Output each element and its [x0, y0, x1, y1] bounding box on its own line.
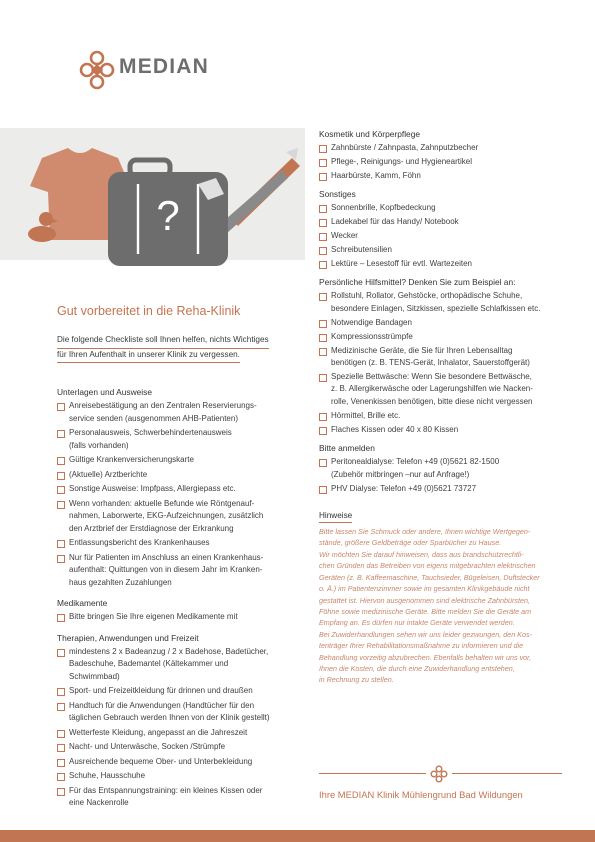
checklist — [319, 456, 569, 495]
checklist-section — [57, 632, 295, 810]
checklist-item-text: Für das Entspannungstraining: ein kleines Kissen oder — [69, 785, 263, 795]
checklist-item-text: Pflege-, Reinigungs- und Hygieneartikel — [331, 156, 472, 166]
checklist-item-text: aufenthalt: Quittungen von in diesem Jahr im Kranken- — [69, 565, 263, 575]
notes-line: Föhne sowie medizinische Geräte. Bitte melden Sie die Geräte am — [319, 606, 532, 616]
checklist-item[interactable] — [57, 400, 295, 425]
left-checklist — [57, 386, 295, 810]
right-checklist — [319, 128, 569, 495]
checklist-item[interactable] — [319, 456, 569, 481]
checklist-item[interactable] — [319, 331, 569, 344]
median-logo-icon — [79, 50, 115, 90]
checklist-item[interactable] — [319, 142, 569, 155]
checklist-item[interactable] — [319, 170, 569, 183]
checklist-item-text: z. B. Allergikerwäsche oder Lagerungshilfen wie Nacken- — [331, 384, 533, 394]
checklist-item-text: Wecker — [331, 231, 358, 241]
notes-line: Bitte lassen Sie Schmuck oder andere, Ihnen wichtige Wertgegen- — [319, 527, 531, 537]
checklist — [57, 400, 295, 589]
checklist-item[interactable] — [57, 741, 295, 754]
checklist-item-text: (Zubehör mitbringen –nur auf Anfrage!) — [331, 469, 470, 479]
checklist-item-text: Medizinische Geräte, die Sie für Ihren Lebensalltag — [331, 345, 513, 355]
checklist-item[interactable] — [319, 424, 569, 437]
checklist-item-text: Badeschuhe, Bademantel (Kältekammer und — [69, 659, 229, 669]
checklist-item-text: Schuhe, Hausschuhe — [69, 771, 146, 781]
page-title: Gut vorbereitet in die Reha-Klinik — [57, 304, 241, 318]
checklist-item[interactable] — [57, 611, 295, 624]
checklist-item[interactable] — [319, 290, 569, 315]
checklist-item-text: Bitte bringen Sie Ihre eigenen Medikamente mit — [69, 612, 238, 622]
checklist — [319, 142, 569, 182]
checklist-item[interactable] — [57, 756, 295, 769]
checklist-item-text: Wenn vorhanden: aktuelle Befunde wie Röntgenauf- — [69, 498, 255, 508]
checklist-item-text: Ausreichende bequeme Ober- und Unterbekleidung — [69, 756, 253, 766]
footer-divider — [452, 773, 562, 774]
luggage-illustration — [20, 118, 310, 268]
notes-line: stände, größere Geldbeträge oder Sparbücher zu Hause. — [319, 538, 502, 548]
checklist-item[interactable] — [57, 785, 295, 810]
checklist-item-text: Hörmittel, Brille etc. — [331, 410, 401, 420]
pens-icon — [218, 148, 300, 234]
checklist-item-text: täglichen Gebrauch werden Ihnen von der Klinik gestellt) — [69, 713, 270, 723]
checklist-item-text: Sonstige Ausweise: Impfpass, Allergiepass etc. — [69, 484, 236, 494]
checklist-section — [57, 386, 295, 589]
checklist-item-text: den Arztbrief der Erstdiagnose der Erkrankung — [69, 523, 234, 533]
checklist-item-text: benötigen (z. B. TENS-Gerät, Inhalator, Sauerstoffgerät) — [331, 358, 530, 368]
brand-name: MEDIAN — [119, 55, 210, 78]
checklist — [319, 290, 569, 436]
checklist — [319, 202, 569, 270]
checklist-item-text: rolle, Venenkissen benötigen, bitte diese nicht vergessen — [331, 396, 533, 406]
notes-line: Wir möchten Sie darauf hinweisen, dass aus brandschutzrechtli- — [319, 549, 524, 559]
checklist-item-text: PHV Dialyse: Telefon +49 (0)5621 73727 — [331, 483, 477, 493]
checklist-item[interactable] — [319, 483, 569, 496]
section-heading: Unterlagen und Ausweise — [57, 387, 152, 398]
checklist-item-text: Entlassungsbericht des Krankenhauses — [69, 538, 210, 548]
notes-heading: Hinweise — [319, 510, 352, 523]
checklist-item-text: (falls vorhanden) — [69, 440, 129, 450]
section-heading: Kosmetik und Körperpflege — [319, 129, 421, 139]
checklist-item[interactable] — [319, 371, 569, 409]
notes-line: chen Gründen das Betreiben von eigens mitgebrachten elektrischen — [319, 561, 536, 571]
checklist-item[interactable] — [57, 483, 295, 496]
checklist-item[interactable] — [57, 727, 295, 740]
checklist-item-text: Kompressionsstrümpfe — [331, 331, 413, 341]
notes-line: Ihnen die Kosten, die durch eine Zuwiderhandlung entstehen, — [319, 663, 515, 673]
checklist-item-text: Spezielle Bettwäsche: Wenn Sie besondere Bettwäsche, — [331, 371, 532, 381]
checklist-item[interactable] — [57, 646, 295, 684]
left-column — [57, 304, 295, 818]
checklist-item-text: Sport- und Freizeitkleidung für drinnen und draußen — [69, 686, 253, 696]
checklist-item-text: Flaches Kissen oder 40 x 80 Kissen — [331, 424, 459, 434]
suitcase-icon — [108, 160, 228, 266]
checklist-item[interactable] — [57, 552, 295, 590]
section-heading: Sonstiges — [319, 189, 356, 200]
notes-line: Behandlung vorzeitig abzubrechen. Ebenfalls behalten wir uns vor, — [319, 652, 532, 662]
checklist-item[interactable] — [57, 469, 295, 482]
checklist-item[interactable] — [57, 454, 295, 467]
checklist-item[interactable] — [319, 202, 569, 215]
checklist-item-text: nahmen, Laborwerte, EKG-Aufzeichnungen, zusätzlich — [69, 511, 264, 521]
intro-line: Die folgende Checkliste soll Ihnen helfen, nichts Wichtiges — [57, 334, 269, 349]
checklist-item-text: Haarbürste, Kamm, Föhn — [331, 170, 421, 180]
checklist-item[interactable] — [319, 156, 569, 169]
notes-line: tenträger Ihrer Rehabilitationsmaßnahme zu informieren und die — [319, 641, 524, 651]
checklist — [57, 611, 295, 624]
checklist-item-text: Schwimmbad) — [69, 671, 120, 681]
notes-line: Bei Zuwiderhandlungen sehen wir uns leider gezwungen, den Kos- — [319, 629, 532, 639]
checklist-item[interactable] — [57, 427, 295, 452]
checklist-item[interactable] — [319, 244, 569, 257]
checklist-item-text: Wetterfeste Kleidung, angepasst an die Jahreszeit — [69, 727, 248, 737]
checklist-item-text: eine Nackenrolle — [69, 798, 129, 808]
checklist-item[interactable] — [319, 230, 569, 243]
intro-line: für Ihren Aufenthalt in unserer Klinik zu vergessen. — [57, 349, 240, 364]
checklist-section — [319, 128, 569, 182]
footer-clinic-name: Ihre MEDIAN Klinik Mühlengrund Bad Wildungen — [319, 789, 523, 800]
checklist-item[interactable] — [319, 216, 569, 229]
median-logo — [79, 50, 279, 90]
checklist-item-text: Sonnenbrille, Kopfbedeckung — [331, 203, 436, 213]
checklist-item[interactable] — [57, 685, 295, 698]
checklist-item-text: besondere Einlagen, Sitzkissen, spezielle Schlafkissen etc. — [331, 303, 541, 313]
checklist-item-text: Peritonealdialyse: Telefon +49 (0)5621 82-1500 — [331, 457, 500, 467]
checklist-item[interactable] — [57, 700, 295, 725]
checklist-item-text: Personalausweis, Schwerbehindertenausweis — [69, 428, 232, 438]
intro-text — [57, 334, 295, 363]
checklist-item-text: Ladekabel für das Handy/ Notebook — [331, 217, 459, 227]
checklist-section — [57, 597, 295, 624]
section-heading: Therapien, Anwendungen und Freizeit — [57, 632, 199, 643]
checklist-item-text: haus gezahlten Zuzahlungen — [69, 577, 172, 587]
notes-line: o. Ä.) im Patientenzimmer sowie im gesamten Klinikgebäude nicht — [319, 584, 530, 594]
checklist-item[interactable] — [319, 410, 569, 423]
checklist-item-text: Zahnbürste / Zahnpasta, Zahnputzbecher — [331, 143, 479, 152]
checklist-item-text: Rollstuhl, Rollator, Gehstöcke, orthopädische Schuhe, — [331, 291, 523, 301]
checklist-item[interactable] — [57, 537, 295, 550]
right-column — [319, 128, 569, 686]
checklist-item-text: (Aktuelle) Arztberichte — [69, 469, 148, 479]
checklist-section — [319, 442, 569, 495]
section-heading: Bitte anmelden — [319, 443, 375, 454]
bottom-accent-bar — [0, 830, 595, 842]
checklist-item[interactable] — [319, 317, 569, 330]
footer-divider — [319, 773, 426, 774]
checklist-item-text: Schreibutensilien — [331, 244, 392, 254]
checklist-item-text: Handtuch für die Anwendungen (Handtücher für den — [69, 700, 255, 710]
checklist-item[interactable] — [319, 258, 569, 271]
svg-text:?: ? — [156, 192, 180, 239]
checklist-item-text: Gültige Krankenversicherungskarte — [69, 455, 194, 465]
checklist-item-text: Nur für Patienten im Anschluss an einen Krankenhaus- — [69, 552, 264, 562]
checklist-item-text: Nacht- und Unterwäsche, Socken /Strümpfe — [69, 742, 226, 752]
checklist-item[interactable] — [57, 770, 295, 783]
checklist-section — [319, 276, 569, 436]
checklist-section — [319, 188, 569, 270]
footer-ornament-icon — [430, 765, 448, 783]
checklist-item-text: mindestens 2 x Badeanzug / 2 x Badehose, Badetücher, — [69, 646, 269, 656]
checklist-item[interactable] — [319, 345, 569, 370]
notes-line: Empfang an. Es dürfen nur intakte Geräte verwendet werden. — [319, 618, 515, 628]
checklist-item-text: Anreisebestätigung an den Zentralen Reservierungs- — [69, 401, 257, 411]
checklist-item-text: service senden (ausgenommen AHB-Patienten) — [69, 413, 238, 423]
section-heading: Medikamente — [57, 598, 108, 609]
notes-line: Geräten (z. B. Kaffeemaschine, Tauchsieder, Bügeleisen, Duftstecker — [319, 572, 540, 582]
notes-text — [319, 526, 569, 686]
checklist — [57, 646, 295, 810]
notes-line: in Rechnung zu stellen. — [319, 675, 394, 685]
section-heading: Persönliche Hilfsmittel? Denken Sie zum Beispiel an: — [319, 277, 516, 288]
checklist-item-text: Lektüre – Lesestoff für evtl. Wartezeiten — [331, 258, 472, 268]
notes-line: gestattet ist. Hiervon ausgenommen sind elektrische Zahnbürsten, — [319, 595, 530, 605]
checklist-item[interactable] — [57, 498, 295, 536]
checklist-item-text: Notwendige Bandagen — [331, 317, 412, 327]
